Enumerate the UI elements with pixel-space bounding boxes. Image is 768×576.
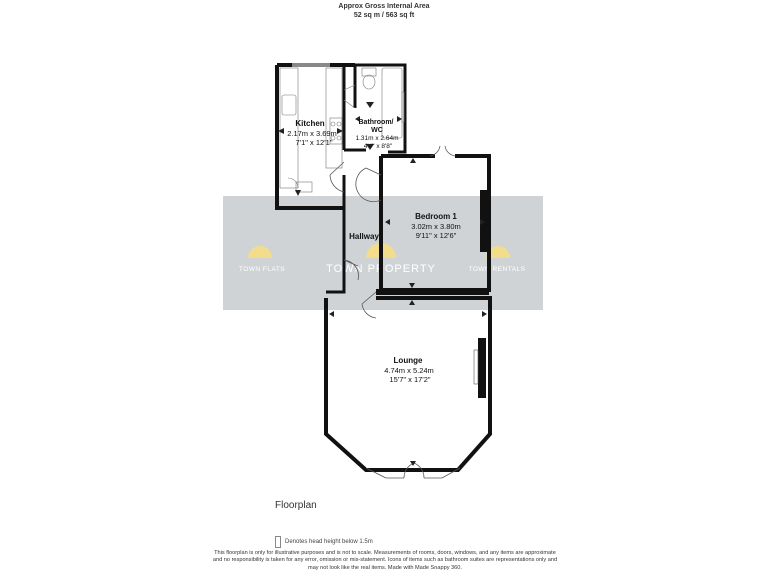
disclaimer-line-2: and no responsibility is taken for any error, omission or mis-statement. Icons of items such as bathroom suites are representations only and: [212, 557, 558, 564]
kitchen-counter-left: [280, 68, 298, 188]
bath: [382, 68, 402, 138]
disclaimer: [180, 550, 590, 572]
watermark-left-brand: TOWN FLATS: [238, 266, 286, 273]
watermark-right-brand: TOWN RENTALS: [468, 266, 526, 273]
disclaimer-line-3: may not look like the real items. Made with Made Snappy 360.: [308, 564, 462, 571]
kitchen-name: Kitchen: [295, 119, 325, 128]
floorplan-label: Floorplan: [275, 500, 317, 511]
head-height-swatch: [275, 536, 281, 548]
lounge-fireplace: [478, 338, 486, 398]
legend: [275, 536, 373, 548]
bedroom-metric: 3.02m x 3.80m: [411, 222, 461, 231]
bedroom-name: Bedroom 1: [415, 212, 457, 221]
bathroom-metric: 1.31m x 2.64m: [355, 135, 399, 142]
watermark-center-brand: TOWN PROPERTY: [326, 263, 436, 275]
toilet: [363, 75, 375, 89]
area-title: Approx Gross Internal Area: [338, 3, 430, 10]
disclaimer-line-1: This floorplan is only for illustrative purposes and is not to scale. Measurements of rooms, doors, windows, and any items are approximate: [214, 550, 556, 556]
bedroom-door-right: [445, 146, 455, 156]
legend-text: Denotes head height below 1.5m: [285, 539, 373, 545]
kitchen-imperial: 7'1" x 12'1": [295, 138, 333, 147]
bathroom-imperial: 4'4" x 8'8": [363, 143, 393, 150]
lounge-imperial: 15'7" x 17'2": [389, 375, 431, 384]
kitchen-metric: 2.17m x 3.69m: [287, 129, 337, 138]
lounge-metric: 4.74m x 5.24m: [384, 366, 434, 375]
lounge-name: Lounge: [393, 356, 423, 365]
lounge-walls: [326, 298, 490, 470]
bathroom-name-2: WC: [371, 127, 383, 134]
kitchen-sink: [282, 95, 296, 115]
bathroom-name-1: Bathroom/: [358, 119, 394, 126]
hallway-name: Hallway: [349, 232, 379, 241]
bedroom-imperial: 9'11" x 12'6": [415, 231, 457, 240]
area-value: 52 sq m / 563 sq ft: [353, 12, 415, 19]
